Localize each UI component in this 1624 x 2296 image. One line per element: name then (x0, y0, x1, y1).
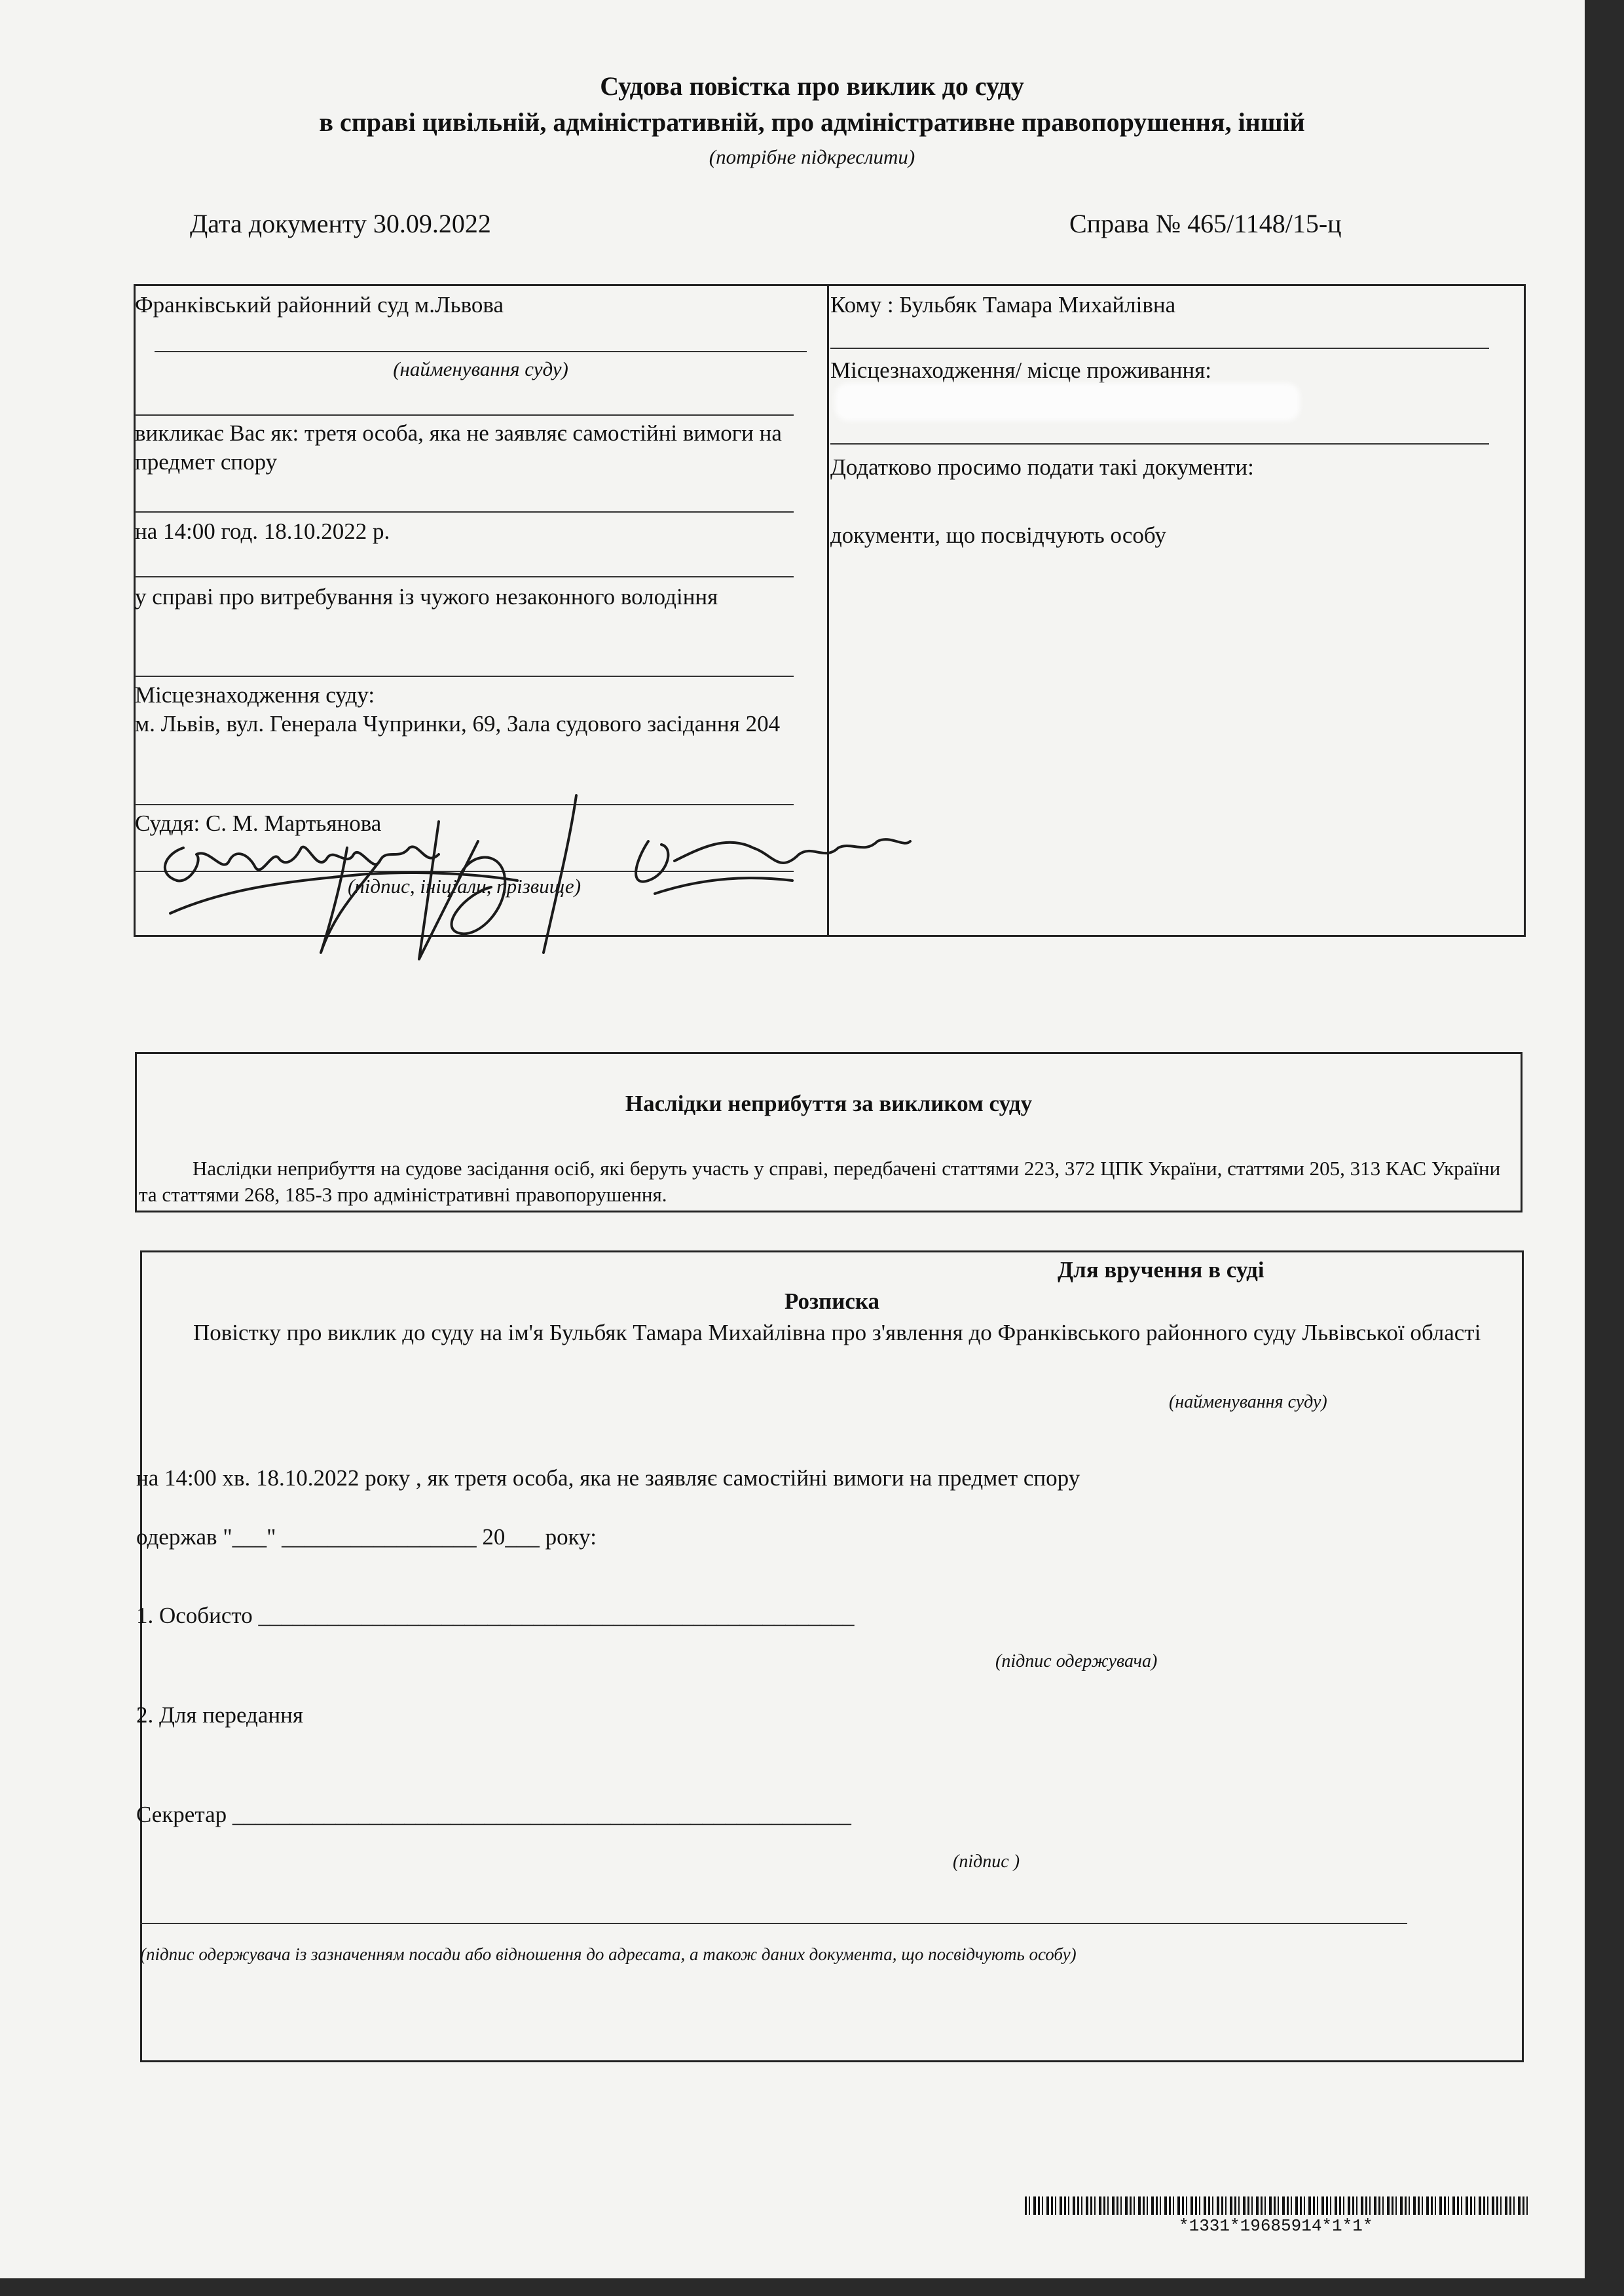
redacted-address (835, 383, 1300, 421)
secretary-signature-caption: (підпис ) (953, 1851, 1020, 1872)
receipt-time-role: на 14:00 хв. 18.10.2022 року , як третя особа, яка не заявляє самостійні вимоги на предмет спору (136, 1465, 1080, 1491)
personally-signature-line: 1. Особисто ____________________________________________________ (136, 1603, 855, 1628)
for-transfer-label: 2. Для передання (136, 1702, 303, 1728)
recipient: Кому : Бульбяк Тамара Михайлівна (830, 292, 1176, 318)
court-location-label: Місцезнаходження суду: (135, 682, 375, 708)
hearing-datetime: на 14:00 год. 18.10.2022 р. (135, 519, 390, 544)
barcode (1025, 2196, 1529, 2215)
residence-label: Місцезнаходження/ місце проживання: (830, 357, 1211, 383)
receipt-title: Розписка (784, 1288, 880, 1314)
receipt-body: Повістку про виклик до суду на ім'я Бульбяк Тамара Михайлівна про з'явлення до Франківського районного суду Львівської області (193, 1320, 1481, 1345)
document-date: Дата документу 30.09.2022 (190, 209, 491, 238)
recipient-signature-caption: (підпис одержувача) (995, 1651, 1158, 1671)
court-location: м. Львів, вул. Генерала Чупринки, 69, Зала судового засідання 204 (135, 711, 781, 737)
judge-signature (151, 782, 917, 972)
consequences-text: Наслідки неприбуття на судове засідання осіб, які беруть участь у справі, передбачені статтями 223, 372 ЦПК України, статтями 205, 313 КАС України та статтями 268, 185-3 про адміністративні правопорушення. (139, 1157, 1501, 1206)
received-date-line: одержав "___" _________________ 20___ року: (136, 1524, 597, 1550)
title-line-1: Судова повістка про виклик до суду (600, 71, 1024, 101)
extra-docs: документи, що посвідчують особу (830, 522, 1166, 548)
judge-signature-caption: (підпис, ініціали, прізвище) (347, 875, 581, 898)
secretary-signature-line: Секретар ______________________________________________________ (136, 1802, 851, 1827)
consequences-title: Наслідки неприбуття за викликом суду (625, 1091, 1033, 1116)
extra-docs-label: Додатково просимо подати такі документи: (830, 454, 1254, 480)
recipient-details-caption: (підпис одержувача із зазначенням посади або відношення до адресата, а також даних документа, що посвідчують особу) (140, 1944, 1077, 1964)
underline-note: (потрібне підкреслити) (709, 145, 915, 168)
receipt-box (140, 1250, 1524, 2062)
judge-name: Суддя: С. М. Мартьянова (135, 811, 382, 836)
case-number: Справа № 465/1148/15-ц (1069, 209, 1342, 238)
case-subject: у справі про витребування із чужого незаконного володіння (135, 584, 718, 610)
for-court-label: Для вручення в суді (1058, 1257, 1264, 1283)
barcode-text: *1331*19685914*1*1* (1179, 2216, 1373, 2236)
receipt-court-caption: (найменування суду) (1169, 1392, 1327, 1412)
summons-role: викликає Вас як: третя особа, яка не заявляє самостійні вимоги на предмет спору (135, 420, 782, 475)
title-line-2: в справі цивільній, адміністративній, про адміністративне правопорушення, іншій (319, 107, 1305, 137)
court-name-caption: (найменування суду) (393, 357, 568, 380)
court-name: Франківський районний суд м.Львова (135, 292, 504, 318)
